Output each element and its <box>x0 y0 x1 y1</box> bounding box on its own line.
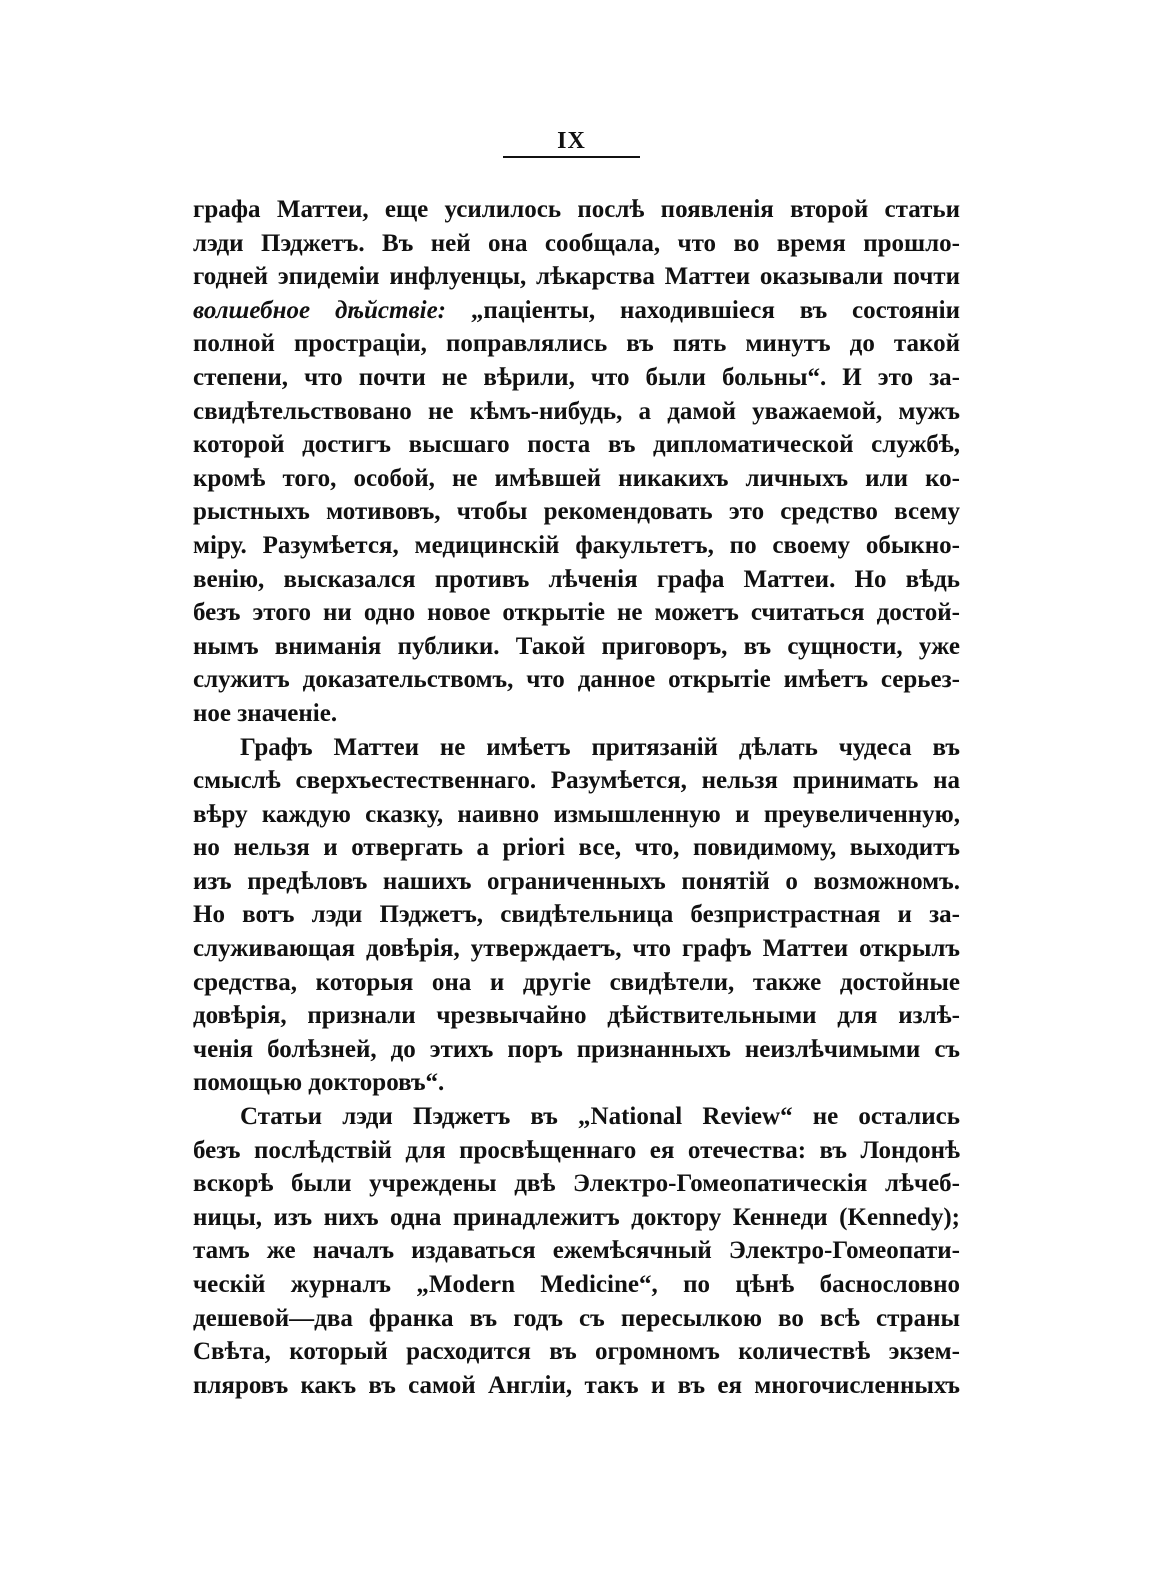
text-line: ченія болѣзней, до этихъ поръ признанныхъ неизлѣчимыми съ <box>193 1035 960 1063</box>
text-line: свидѣтельствовано не кѣмъ-нибудь, а дамой уважаемой, мужъ <box>193 397 960 425</box>
text-line: вѣру каждую сказку, наивно измышленную и преувеличенную, <box>193 800 960 828</box>
text-line: міру. Разумѣется, медицинскій факультетъ, по своему обыкно- <box>193 531 960 559</box>
text-line: Графъ Маттеи не имѣетъ притязаній дѣлать чудеса въ <box>240 733 960 761</box>
text-line: Свѣта, который расходится въ огромномъ количествѣ экзем- <box>193 1338 960 1366</box>
text-line: помощью докторовъ“. <box>193 1069 445 1097</box>
text-line: изъ предѣловъ нашихъ ограниченныхъ понятій о возможномъ. <box>193 867 960 895</box>
text-line: Статьи лэди Пэджетъ въ „National Review“ не остались <box>240 1103 960 1131</box>
text-line: кромѣ того, особой, не имѣвшей никакихъ личныхъ или ко- <box>193 464 960 492</box>
text-line: ческій журналъ „Modern Medicine“, по цѣнѣ баснословно <box>193 1271 960 1298</box>
text-line: безъ этого ни одно новое открытіе не можетъ считаться достой- <box>193 599 960 627</box>
text-line: ницы, изъ нихъ одна принадлежитъ доктору Кеннеди (Kennedy); <box>193 1203 960 1231</box>
page-number: IX <box>557 128 586 154</box>
text-line: дешевой—два франка въ годъ съ пересылкою во всѣ страны <box>193 1304 960 1332</box>
text-line: которой достигъ высшаго поста въ дипломатической службѣ, <box>193 431 960 459</box>
text-line: годней эпидеміи инфлуенцы, лѣкарства Маттеи оказывали почти <box>193 263 960 291</box>
text-line: графа Маттеи, еще усилилось послѣ появленія второй статьи <box>193 196 960 223</box>
text-line: Но вотъ лэди Пэджетъ, свидѣтельница безпристрастная и за- <box>193 901 960 929</box>
text-line: пляровъ какъ въ самой Англіи, такъ и въ ея многочисленныхъ <box>193 1371 960 1399</box>
text-line: лэди Пэджетъ. Въ ней она сообщала, что во время прошло- <box>193 229 960 257</box>
text-line: тамъ же началъ издаваться ежемѣсячный Электро-Гомеопати- <box>193 1237 960 1265</box>
text-line: рыстныхъ мотивовъ, чтобы рекомендовать это средство всему <box>193 498 960 526</box>
text-line: служивающая довѣрія, утверждаетъ, что графъ Маттеи открылъ <box>193 935 960 963</box>
text-line: венію, высказался противъ лѣченія графа Маттеи. Но вѣдь <box>193 565 960 593</box>
text-line: смыслѣ сверхъестественнаго. Разумѣется, нельзя принимать на <box>193 767 960 795</box>
text-line: но нельзя и отвергать a priori все, что, повидимому, выходитъ <box>193 834 960 862</box>
text-line: довѣрія, признали чрезвычайно дѣйствительными для излѣ- <box>193 1002 960 1030</box>
text-line: безъ послѣдствій для просвѣщеннаго ея отечества: въ Лондонѣ <box>193 1136 960 1164</box>
text-line: вскорѣ были учреждены двѣ Электро-Гомеопатическія лѣчеб- <box>193 1170 960 1198</box>
text-line: средства, которыя она и другіе свидѣтели, также достойные <box>193 968 960 996</box>
text-line: степени, что почти не вѣрили, что были больны“. И это за- <box>193 363 960 391</box>
line-rest: „паціенты, находившіеся въ состояніи <box>446 296 960 324</box>
text-line: нымъ вниманія публики. Такой приговоръ, въ сущности, уже <box>193 632 960 660</box>
text-line: ное значеніе. <box>193 699 338 727</box>
body-text <box>193 193 960 1402</box>
italic-phrase: волшебное дѣйствіе: <box>193 296 447 324</box>
text-line: служитъ доказательствомъ, что данное открытіе имѣетъ серьез- <box>193 666 960 694</box>
text-line <box>193 294 960 328</box>
text-line: полной простраціи, поправлялись въ пять минутъ до такой <box>193 330 960 358</box>
header-rule <box>503 156 640 158</box>
